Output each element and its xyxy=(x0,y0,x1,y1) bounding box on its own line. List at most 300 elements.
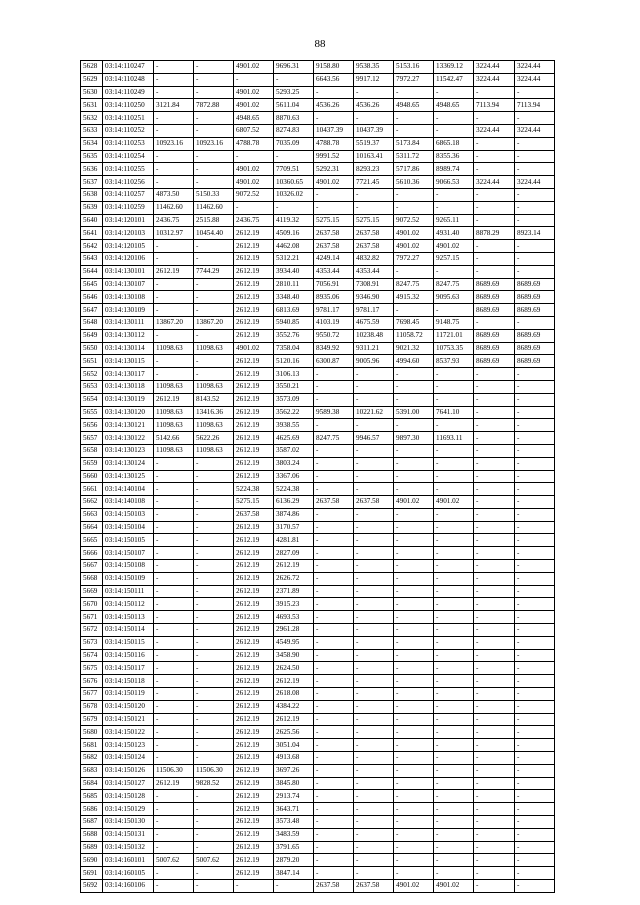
table-cell: - xyxy=(314,700,354,713)
table-cell: 2612.19 xyxy=(234,636,274,649)
table-cell: 03:14:150132 xyxy=(103,841,154,854)
table-cell: 5650 xyxy=(81,342,103,355)
table-cell: - xyxy=(314,393,354,406)
table-cell: 10437.39 xyxy=(314,124,354,137)
table-cell: 03:14:150103 xyxy=(103,508,154,521)
table-cell: - xyxy=(474,483,515,496)
table-row xyxy=(81,419,555,432)
table-cell: - xyxy=(154,880,194,893)
table-cell: 4509.16 xyxy=(274,227,314,240)
table-cell: 6807.52 xyxy=(234,124,274,137)
table-cell: 2879.20 xyxy=(274,854,314,867)
table-cell: 5647 xyxy=(81,304,103,317)
table-cell: - xyxy=(354,470,394,483)
table-cell: - xyxy=(515,854,555,867)
table-cell: - xyxy=(515,419,555,432)
table-cell: - xyxy=(354,393,394,406)
table-cell: 5649 xyxy=(81,329,103,342)
table-cell: 3051.04 xyxy=(274,739,314,752)
table-cell: - xyxy=(314,444,354,457)
table-cell: 9066.53 xyxy=(434,176,474,189)
table-cell: - xyxy=(194,368,234,381)
table-cell: - xyxy=(354,112,394,125)
table-cell: - xyxy=(354,752,394,765)
table-cell: 9158.80 xyxy=(314,61,354,74)
table-cell: 2612.19 xyxy=(234,713,274,726)
table-cell: - xyxy=(434,688,474,701)
table-cell: - xyxy=(354,380,394,393)
table-row xyxy=(81,841,555,854)
table-cell: - xyxy=(474,828,515,841)
table-cell: 4901.02 xyxy=(234,99,274,112)
table-cell: 8689.69 xyxy=(515,329,555,342)
table-cell: 9550.72 xyxy=(314,329,354,342)
table-cell: - xyxy=(434,662,474,675)
table-cell: - xyxy=(474,585,515,598)
table-cell: - xyxy=(394,662,434,675)
table-cell: - xyxy=(154,329,194,342)
table-cell: - xyxy=(515,368,555,381)
table-cell: - xyxy=(434,86,474,99)
table-cell: 2612.19 xyxy=(234,649,274,662)
table-cell: - xyxy=(474,201,515,214)
table-cell: 11098.63 xyxy=(154,444,194,457)
table-cell: - xyxy=(474,521,515,534)
table-cell: 10163.41 xyxy=(354,150,394,163)
table-cell: 5677 xyxy=(81,688,103,701)
table-row xyxy=(81,304,555,317)
table-cell: 4901.02 xyxy=(234,61,274,74)
table-cell: 10753.35 xyxy=(434,342,474,355)
table-cell: 11098.63 xyxy=(194,444,234,457)
table-row xyxy=(81,73,555,86)
table-cell: - xyxy=(154,700,194,713)
table-cell: - xyxy=(434,304,474,317)
table-cell: 9897.30 xyxy=(394,432,434,445)
table-cell: - xyxy=(314,521,354,534)
table-cell: 5275.15 xyxy=(234,496,274,509)
table-cell: 03:14:110259 xyxy=(103,201,154,214)
table-cell: 5669 xyxy=(81,585,103,598)
table-cell: - xyxy=(515,700,555,713)
data-table xyxy=(80,60,555,893)
table-cell: 2371.89 xyxy=(274,585,314,598)
table-cell: 11098.63 xyxy=(154,406,194,419)
table-cell: - xyxy=(194,649,234,662)
table-cell: 3224.44 xyxy=(474,124,515,137)
table-cell: - xyxy=(474,496,515,509)
table-cell: 6865.18 xyxy=(434,137,474,150)
table-cell: 5679 xyxy=(81,713,103,726)
table-cell: 2637.58 xyxy=(314,496,354,509)
table-cell: - xyxy=(274,880,314,893)
table-cell: - xyxy=(314,380,354,393)
table-cell: 11721.01 xyxy=(434,329,474,342)
table-cell: 2612.19 xyxy=(234,700,274,713)
table-cell: 8689.69 xyxy=(515,355,555,368)
table-cell: - xyxy=(354,572,394,585)
table-cell: 2612.19 xyxy=(274,713,314,726)
table-cell: - xyxy=(194,329,234,342)
table-cell: 5628 xyxy=(81,61,103,74)
table-cell: - xyxy=(515,777,555,790)
table-cell: 11693.11 xyxy=(434,432,474,445)
table-cell: 2612.19 xyxy=(234,304,274,317)
table-cell: - xyxy=(434,419,474,432)
table-cell: 5651 xyxy=(81,355,103,368)
table-row xyxy=(81,240,555,253)
table-cell: - xyxy=(474,572,515,585)
table-row xyxy=(81,713,555,726)
table-row xyxy=(81,368,555,381)
table-row xyxy=(81,278,555,291)
table-cell: 2637.58 xyxy=(354,880,394,893)
table-cell: 11098.63 xyxy=(194,380,234,393)
table-cell: - xyxy=(154,598,194,611)
table-cell: - xyxy=(354,611,394,624)
table-cell: - xyxy=(194,73,234,86)
table-cell: - xyxy=(194,547,234,560)
table-cell: - xyxy=(314,534,354,547)
table-cell: 5664 xyxy=(81,521,103,534)
table-cell: 03:14:110257 xyxy=(103,188,154,201)
table-cell: - xyxy=(154,662,194,675)
table-row xyxy=(81,137,555,150)
table-cell: - xyxy=(194,726,234,739)
table-cell: 03:14:130101 xyxy=(103,265,154,278)
table-cell: - xyxy=(474,880,515,893)
table-cell: 2612.19 xyxy=(234,752,274,765)
table-cell: 3934.40 xyxy=(274,265,314,278)
table-cell: 5120.16 xyxy=(274,355,314,368)
table-cell: - xyxy=(154,61,194,74)
table-cell: - xyxy=(354,521,394,534)
table-cell: - xyxy=(354,483,394,496)
table-row xyxy=(81,214,555,227)
table-cell: 5653 xyxy=(81,380,103,393)
table-cell: 2625.56 xyxy=(274,726,314,739)
table-cell: 03:14:150107 xyxy=(103,547,154,560)
table-cell: - xyxy=(394,534,434,547)
table-cell: 7035.09 xyxy=(274,137,314,150)
table-cell: - xyxy=(515,624,555,637)
table-cell: - xyxy=(515,163,555,176)
table-cell: - xyxy=(394,867,434,880)
table-cell: - xyxy=(154,688,194,701)
table-row xyxy=(81,496,555,509)
table-cell: 8247.75 xyxy=(394,278,434,291)
table-cell: 3845.80 xyxy=(274,777,314,790)
table-cell: - xyxy=(394,854,434,867)
table-cell: 03:14:130120 xyxy=(103,406,154,419)
table-cell: 11506.30 xyxy=(194,764,234,777)
table-cell: 2624.50 xyxy=(274,662,314,675)
table-cell: - xyxy=(434,112,474,125)
table-cell: - xyxy=(434,368,474,381)
table-cell: - xyxy=(194,880,234,893)
table-cell: 8870.63 xyxy=(274,112,314,125)
table-cell: - xyxy=(354,649,394,662)
table-cell: 5662 xyxy=(81,496,103,509)
table-cell: 4788.78 xyxy=(234,137,274,150)
table-cell: - xyxy=(314,713,354,726)
table-cell: - xyxy=(515,726,555,739)
table-cell: 2612.19 xyxy=(234,560,274,573)
table-cell: - xyxy=(434,611,474,624)
table-cell: 5636 xyxy=(81,163,103,176)
table-row xyxy=(81,764,555,777)
table-row xyxy=(81,457,555,470)
table-cell: - xyxy=(194,803,234,816)
table-row xyxy=(81,636,555,649)
table-cell: - xyxy=(394,265,434,278)
table-cell: - xyxy=(434,508,474,521)
table-cell: 3573.48 xyxy=(274,816,314,829)
table-cell: - xyxy=(434,188,474,201)
table-cell: 3170.57 xyxy=(274,521,314,534)
table-cell: - xyxy=(354,624,394,637)
table-cell: 4873.50 xyxy=(154,188,194,201)
table-cell: 4913.68 xyxy=(274,752,314,765)
table-cell: 6643.56 xyxy=(314,73,354,86)
table-cell: 4901.02 xyxy=(394,227,434,240)
table-cell: - xyxy=(474,841,515,854)
table-cell: 03:14:150109 xyxy=(103,572,154,585)
table-row xyxy=(81,662,555,675)
table-row xyxy=(81,803,555,816)
table-cell: 5688 xyxy=(81,828,103,841)
table-cell: - xyxy=(515,188,555,201)
table-cell: 11542.47 xyxy=(434,73,474,86)
table-cell: - xyxy=(394,368,434,381)
table-cell: 03:14:140104 xyxy=(103,483,154,496)
table-cell: - xyxy=(314,86,354,99)
table-cell: 8689.69 xyxy=(474,342,515,355)
table-cell: - xyxy=(354,636,394,649)
table-cell: - xyxy=(314,636,354,649)
table-cell: - xyxy=(154,803,194,816)
table-cell: - xyxy=(314,611,354,624)
table-cell: 03:14:110249 xyxy=(103,86,154,99)
table-cell: - xyxy=(314,508,354,521)
table-cell: 9781.17 xyxy=(354,304,394,317)
table-row xyxy=(81,188,555,201)
table-cell: - xyxy=(515,150,555,163)
table-cell: 5675 xyxy=(81,662,103,675)
table-cell: - xyxy=(434,560,474,573)
table-cell: - xyxy=(194,713,234,726)
table-cell: - xyxy=(354,688,394,701)
table-cell: - xyxy=(515,521,555,534)
table-cell: 3587.02 xyxy=(274,444,314,457)
table-cell: - xyxy=(394,521,434,534)
table-cell: - xyxy=(394,508,434,521)
table-cell: 11098.63 xyxy=(154,342,194,355)
table-cell: 5640 xyxy=(81,214,103,227)
table-cell: 3562.22 xyxy=(274,406,314,419)
table-cell: 2612.19 xyxy=(234,688,274,701)
table-cell: - xyxy=(515,752,555,765)
table-cell: 03:14:150124 xyxy=(103,752,154,765)
table-cell: - xyxy=(194,752,234,765)
table-cell: - xyxy=(154,611,194,624)
table-cell: - xyxy=(474,867,515,880)
table-cell: 5224.38 xyxy=(234,483,274,496)
table-cell: - xyxy=(474,534,515,547)
table-cell: - xyxy=(474,688,515,701)
table-row xyxy=(81,700,555,713)
table-cell: - xyxy=(194,163,234,176)
table-row xyxy=(81,201,555,214)
table-cell: 5685 xyxy=(81,790,103,803)
table-row xyxy=(81,227,555,240)
table-cell: - xyxy=(354,585,394,598)
table-cell: - xyxy=(314,598,354,611)
table-cell: - xyxy=(194,560,234,573)
table-cell: - xyxy=(434,777,474,790)
table-cell: - xyxy=(314,675,354,688)
table-cell: - xyxy=(434,457,474,470)
table-cell: 3224.44 xyxy=(515,61,555,74)
table-cell: 2515.88 xyxy=(194,214,234,227)
table-cell: - xyxy=(515,457,555,470)
table-cell: - xyxy=(314,547,354,560)
table-cell: - xyxy=(515,803,555,816)
table-cell: - xyxy=(474,444,515,457)
table-cell: 6300.87 xyxy=(314,355,354,368)
table-cell: 2612.19 xyxy=(234,380,274,393)
table-cell: 3224.44 xyxy=(474,61,515,74)
table-cell: 3458.90 xyxy=(274,649,314,662)
table-cell: 2612.19 xyxy=(234,368,274,381)
table-row xyxy=(81,444,555,457)
table-cell: - xyxy=(154,816,194,829)
table-cell: - xyxy=(394,483,434,496)
table-cell: 4915.32 xyxy=(394,291,434,304)
table-cell: - xyxy=(394,201,434,214)
table-cell: 5668 xyxy=(81,572,103,585)
table-cell: 2637.58 xyxy=(314,240,354,253)
table-cell: 5632 xyxy=(81,112,103,125)
table-cell: 2612.19 xyxy=(234,764,274,777)
table-cell: - xyxy=(154,278,194,291)
table-row xyxy=(81,560,555,573)
table-cell: - xyxy=(154,521,194,534)
table-cell: 03:14:130111 xyxy=(103,316,154,329)
table-cell: - xyxy=(394,560,434,573)
table-cell: - xyxy=(154,572,194,585)
table-cell: 9005.96 xyxy=(354,355,394,368)
table-cell: 2612.19 xyxy=(234,739,274,752)
table-cell: 5641 xyxy=(81,227,103,240)
table-cell: - xyxy=(474,777,515,790)
table-row xyxy=(81,380,555,393)
table-cell: 03:14:150130 xyxy=(103,816,154,829)
table-cell: - xyxy=(354,547,394,560)
table-row xyxy=(81,432,555,445)
table-cell: 5681 xyxy=(81,739,103,752)
table-cell: - xyxy=(474,316,515,329)
table-cell: - xyxy=(474,380,515,393)
table-row xyxy=(81,291,555,304)
table-cell: 10312.97 xyxy=(154,227,194,240)
table-cell: 9828.52 xyxy=(194,777,234,790)
table-cell: - xyxy=(194,688,234,701)
table-cell: 8989.74 xyxy=(434,163,474,176)
table-cell: 03:14:120105 xyxy=(103,240,154,253)
table-cell: 5142.66 xyxy=(154,432,194,445)
table-cell: - xyxy=(434,636,474,649)
table-cell: 03:14:150126 xyxy=(103,764,154,777)
table-cell: - xyxy=(194,112,234,125)
table-cell: 5630 xyxy=(81,86,103,99)
table-cell: 03:14:150113 xyxy=(103,611,154,624)
table-cell: - xyxy=(394,726,434,739)
table-cell: - xyxy=(354,508,394,521)
table-cell: 4103.19 xyxy=(314,316,354,329)
table-cell: - xyxy=(515,406,555,419)
table-cell: - xyxy=(474,86,515,99)
table-cell: - xyxy=(314,649,354,662)
table-cell: - xyxy=(434,803,474,816)
table-cell: - xyxy=(434,739,474,752)
table-cell: 5639 xyxy=(81,201,103,214)
table-cell: - xyxy=(474,560,515,573)
table-cell: - xyxy=(394,112,434,125)
table-cell: 5646 xyxy=(81,291,103,304)
table-cell: - xyxy=(194,304,234,317)
table-cell: - xyxy=(515,534,555,547)
table-cell: - xyxy=(194,585,234,598)
table-cell: 8923.14 xyxy=(515,227,555,240)
table-cell: 4249.14 xyxy=(314,252,354,265)
table-row xyxy=(81,547,555,560)
table-cell: 3803.24 xyxy=(274,457,314,470)
table-cell: 3697.26 xyxy=(274,764,314,777)
table-cell: - xyxy=(394,457,434,470)
table-cell: - xyxy=(314,828,354,841)
table-cell: - xyxy=(154,649,194,662)
table-row xyxy=(81,572,555,585)
table-cell: 2612.19 xyxy=(234,393,274,406)
table-cell: - xyxy=(194,816,234,829)
table-cell: - xyxy=(154,713,194,726)
table-cell: 2612.19 xyxy=(234,329,274,342)
table-cell: 03:14:130109 xyxy=(103,304,154,317)
table-cell: - xyxy=(434,713,474,726)
table-cell: - xyxy=(474,726,515,739)
table-row xyxy=(81,329,555,342)
table-row xyxy=(81,739,555,752)
table-cell: - xyxy=(394,470,434,483)
table-cell: - xyxy=(474,816,515,829)
table-cell: 9265.11 xyxy=(434,214,474,227)
table-cell: - xyxy=(154,675,194,688)
table-cell: 4536.26 xyxy=(314,99,354,112)
table-cell: - xyxy=(515,816,555,829)
table-cell: - xyxy=(194,790,234,803)
table-row xyxy=(81,675,555,688)
table-cell: - xyxy=(194,291,234,304)
table-cell: 11098.63 xyxy=(154,380,194,393)
table-cell: - xyxy=(434,521,474,534)
table-cell: - xyxy=(515,688,555,701)
table-cell: - xyxy=(314,572,354,585)
table-cell: 5642 xyxy=(81,240,103,253)
table-cell: - xyxy=(474,265,515,278)
table-cell: - xyxy=(314,764,354,777)
table-cell: - xyxy=(515,560,555,573)
